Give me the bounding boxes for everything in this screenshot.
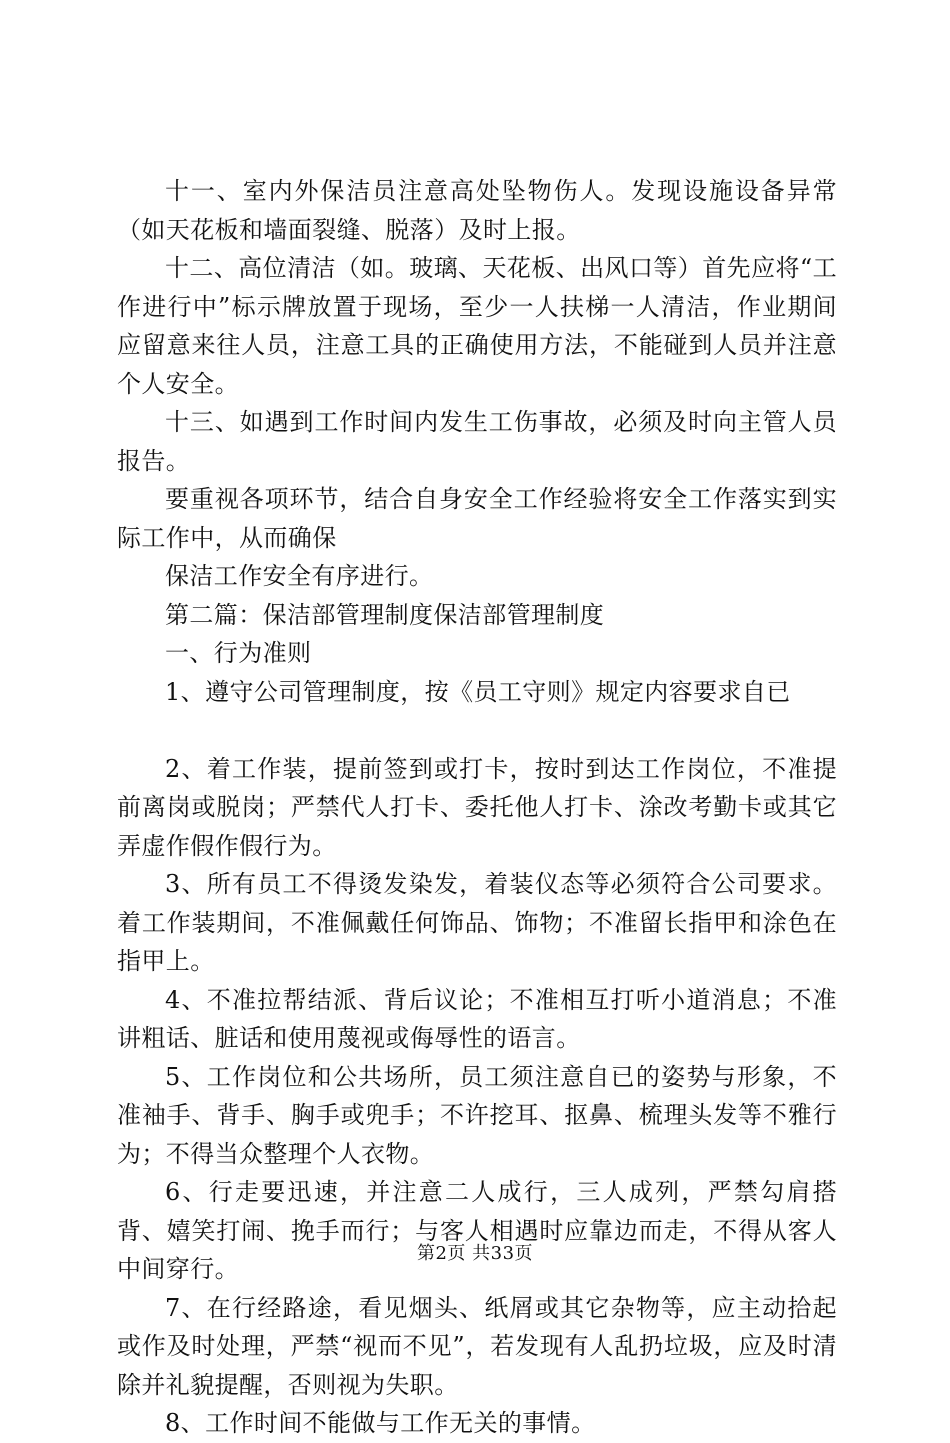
section-heading: 第二篇：保洁部管理制度保洁部管理制度 (165, 600, 605, 629)
rule-3: 3、所有员工不得烫发染发，着装仪态等必须符合公司要求。着工作装期间，不准佩戴任何饰品、饰物；不准留长指甲和涂色在指甲上。 (117, 870, 837, 975)
subsection-heading: 一、行为准则 (165, 639, 312, 667)
paragraph-summary: 要重视各项环节，结合自身安全工作经验将安全工作落实到实际工作中，从而确保 (117, 485, 837, 552)
rule-4: 4、不准拉帮结派、背后议论；不准相互打听小道消息；不准讲粗话、脏话和使用蔑视或侮辱性的语言。 (117, 985, 837, 1052)
rule-7: 7、在行经路途，看见烟头、纸屑或其它杂物等，应主动拾起或作及时处理，严禁“视而不见”，若发现有人乱扔垃圾，应及时清除并礼貌提醒，否则视为失职。 (117, 1293, 837, 1399)
page-number-footer: 第2页 共33页 (416, 1243, 534, 1264)
rule-1: 1、遵守公司管理制度，按《员工守则》规定内容要求自已 (165, 677, 791, 706)
paragraph-11: 十一、室内外保洁员注意高处坠物伤人。发现设施设备异常（如天花板和墙面裂缝、脱落）及时上报。 (117, 177, 837, 244)
paragraph-13: 十三、如遇到工作时间内发生工伤事故，必须及时向主管人员报告。 (117, 408, 837, 475)
paragraph-summary-continued: 保洁工作安全有序进行。 (165, 562, 434, 590)
rule-6: 6、行走要迅速，并注意二人成行，三人成列，严禁勾肩搭背、嬉笑打闹、挽手而行；与客人相遇时应靠边而走，不得从客人中间穿行。 (117, 1178, 837, 1283)
rule-8: 8、工作时间不能做与工作无关的事情。 (165, 1409, 596, 1437)
rule-5: 5、工作岗位和公共场所，员工须注意自已的姿势与形象，不准袖手、背手、胸手或兜手；不许挖耳、抠鼻、梳理头发等不雅行为；不得当众整理个人衣物。 (117, 1062, 837, 1168)
paragraph-12: 十二、高位清洁（如。玻璃、天花板、出风口等）首先应将“工作进行中”标示牌放置于现场，至少一人扶梯一人清洁，作业期间应留意来往人员，注意工具的正确使用方法，不能碰到人员并注意个人安全。 (117, 254, 837, 398)
rule-2: 2、着工作装，提前签到或打卡，按时到达工作岗位，不准提前离岗或脱岗；严禁代人打卡、委托他人打卡、涂改考勤卡或其它弄虚作假作假行为。 (117, 754, 837, 860)
